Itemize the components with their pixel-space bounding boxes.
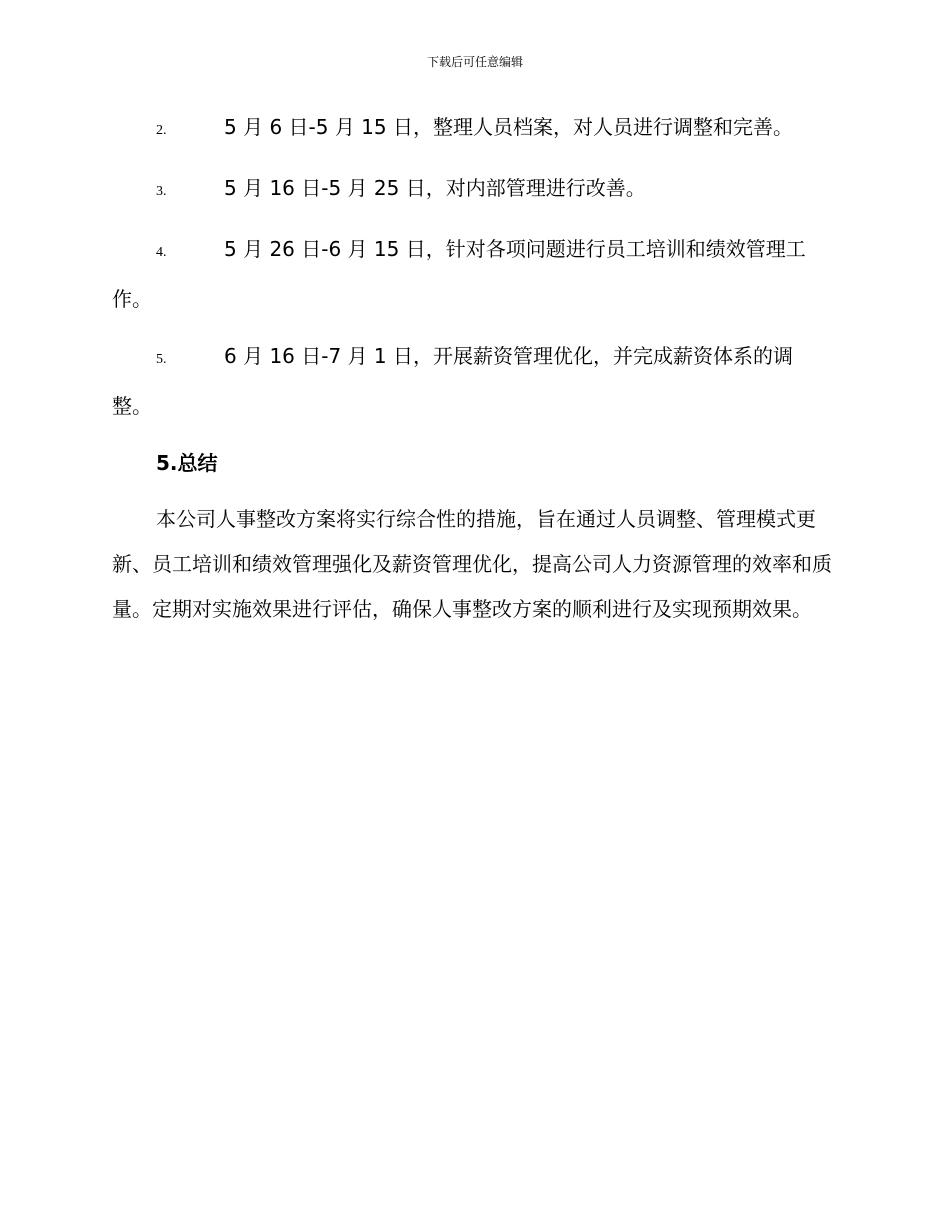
- summary-heading: 5.总结: [156, 451, 218, 475]
- schedule-item-2: [112, 104, 832, 154]
- item-text: 5 月 6 日-5 月 15 日，整理人员档案，对人员进行调整和完善。: [224, 115, 793, 139]
- item-number: 5.: [156, 352, 167, 367]
- schedule-item-3: [112, 165, 832, 215]
- document-body: [112, 104, 832, 632]
- item-number: 4.: [156, 245, 167, 260]
- schedule-item-4: [112, 226, 832, 322]
- item-number: 3.: [156, 184, 167, 199]
- item-text: 5 月 26 日-6 月 15 日，针对各项问题进行员工培训和绩效管理工作。: [112, 237, 806, 311]
- schedule-item-5: [112, 333, 832, 429]
- item-text: 5 月 16 日-5 月 25 日，对内部管理进行改善。: [224, 176, 646, 200]
- page-header: 下载后可任意编辑: [426, 55, 523, 69]
- item-number: 2.: [156, 123, 167, 138]
- summary-paragraph: 本公司人事整改方案将实行综合性的措施，旨在通过人员调整、管理模式更新、员工培训和绩效管理强化及薪资管理优化，提高公司人力资源管理的效率和质量。定期对实施效果进行评估，确保人事整改方案的顺利进行及实现预期效果。: [112, 507, 832, 621]
- item-text: 6 月 16 日-7 月 1 日，开展薪资管理优化，并完成薪资体系的调整。: [112, 344, 793, 418]
